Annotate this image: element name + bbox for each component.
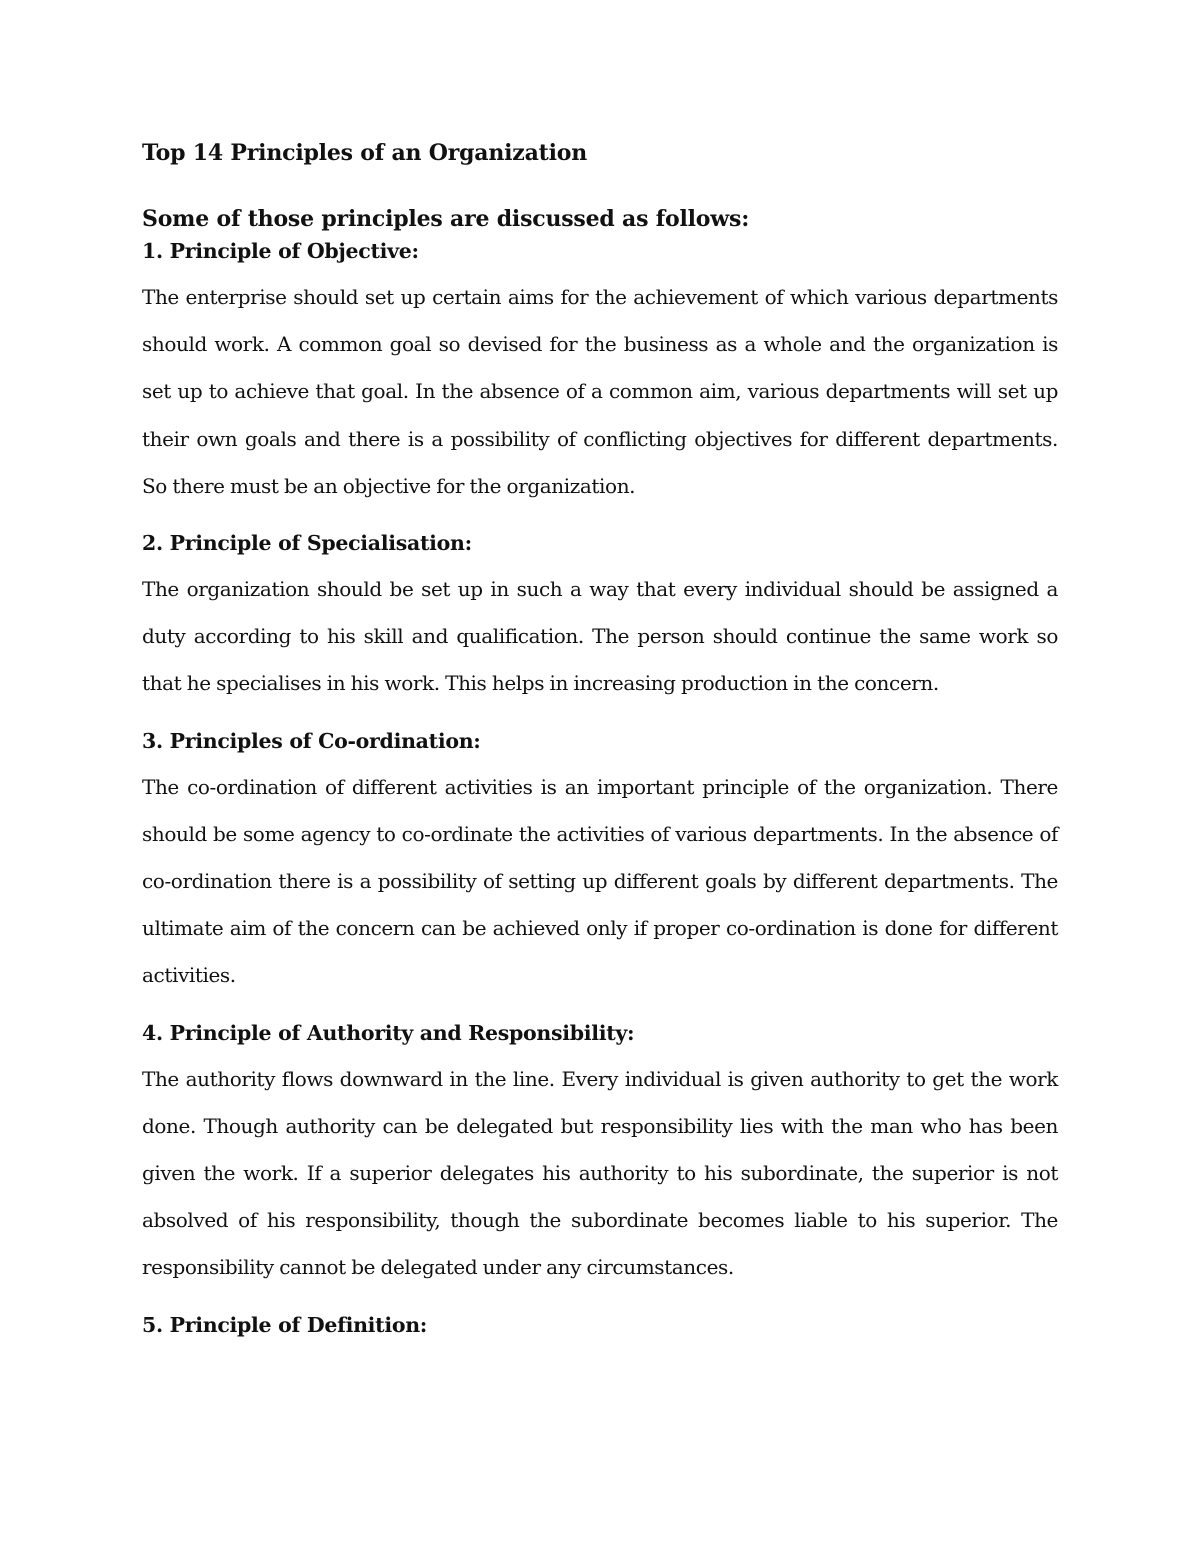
- section-body: The co-ordination of different activities is an important principle of the organization. There should be some agency to co-ordinate the activities of various departments. In the absence of co-ordination there is a possibility of setting up different goals by different departments. The ultimate aim of the concern can be achieved only if proper co-ordination is done for different activities.: [142, 774, 1058, 988]
- section-principle-of-definition: [142, 1308, 1058, 1342]
- section-body: The authority flows downward in the line. Every individual is given authority to get the work done. Though authority can be delegated but responsibility lies with the man who has been given the work. If a superior delegates his authority to his subordinate, the superior is not absolved of his responsibility, though the subordinate becomes liable to his superior. The responsibility cannot be delegated under any circumstances.: [142, 1066, 1058, 1280]
- section-heading: 1. Principle of Objective:: [142, 239, 419, 263]
- section-principle-of-objective: [142, 234, 1058, 510]
- section-principle-of-specialisation: [142, 526, 1058, 708]
- section-body: The organization should be set up in such a way that every individual should be assigned a duty according to his skill and qualification. The person should continue the same work so that he specialises in his work. This helps in increasing production in the concern.: [142, 577, 1058, 696]
- section-body: The enterprise should set up certain aims for the achievement of which various departments should work. A common goal so devised for the business as a whole and the organization is set up to achieve that goal. In the absence of a common aim, various departments will set up their own goals and there is a possibility of conflicting objectives for different departments. So there must be an objective for the organization.: [142, 285, 1058, 498]
- section-heading: 2. Principle of Specialisation:: [142, 531, 472, 556]
- section-heading: 3. Principles of Co-ordination:: [142, 728, 481, 753]
- document-page: [142, 136, 1058, 1358]
- section-heading: 4. Principle of Authority and Responsibility:: [142, 1020, 635, 1045]
- section-principles-of-coordination: [142, 724, 1058, 1000]
- section-heading: 5. Principle of Definition:: [142, 1312, 428, 1337]
- section-principle-of-authority-and-responsibility: [142, 1016, 1058, 1292]
- intro-text: Some of those principles are discussed as follows:: [142, 206, 750, 232]
- document-title: Top 14 Principles of an Organization: [142, 140, 588, 166]
